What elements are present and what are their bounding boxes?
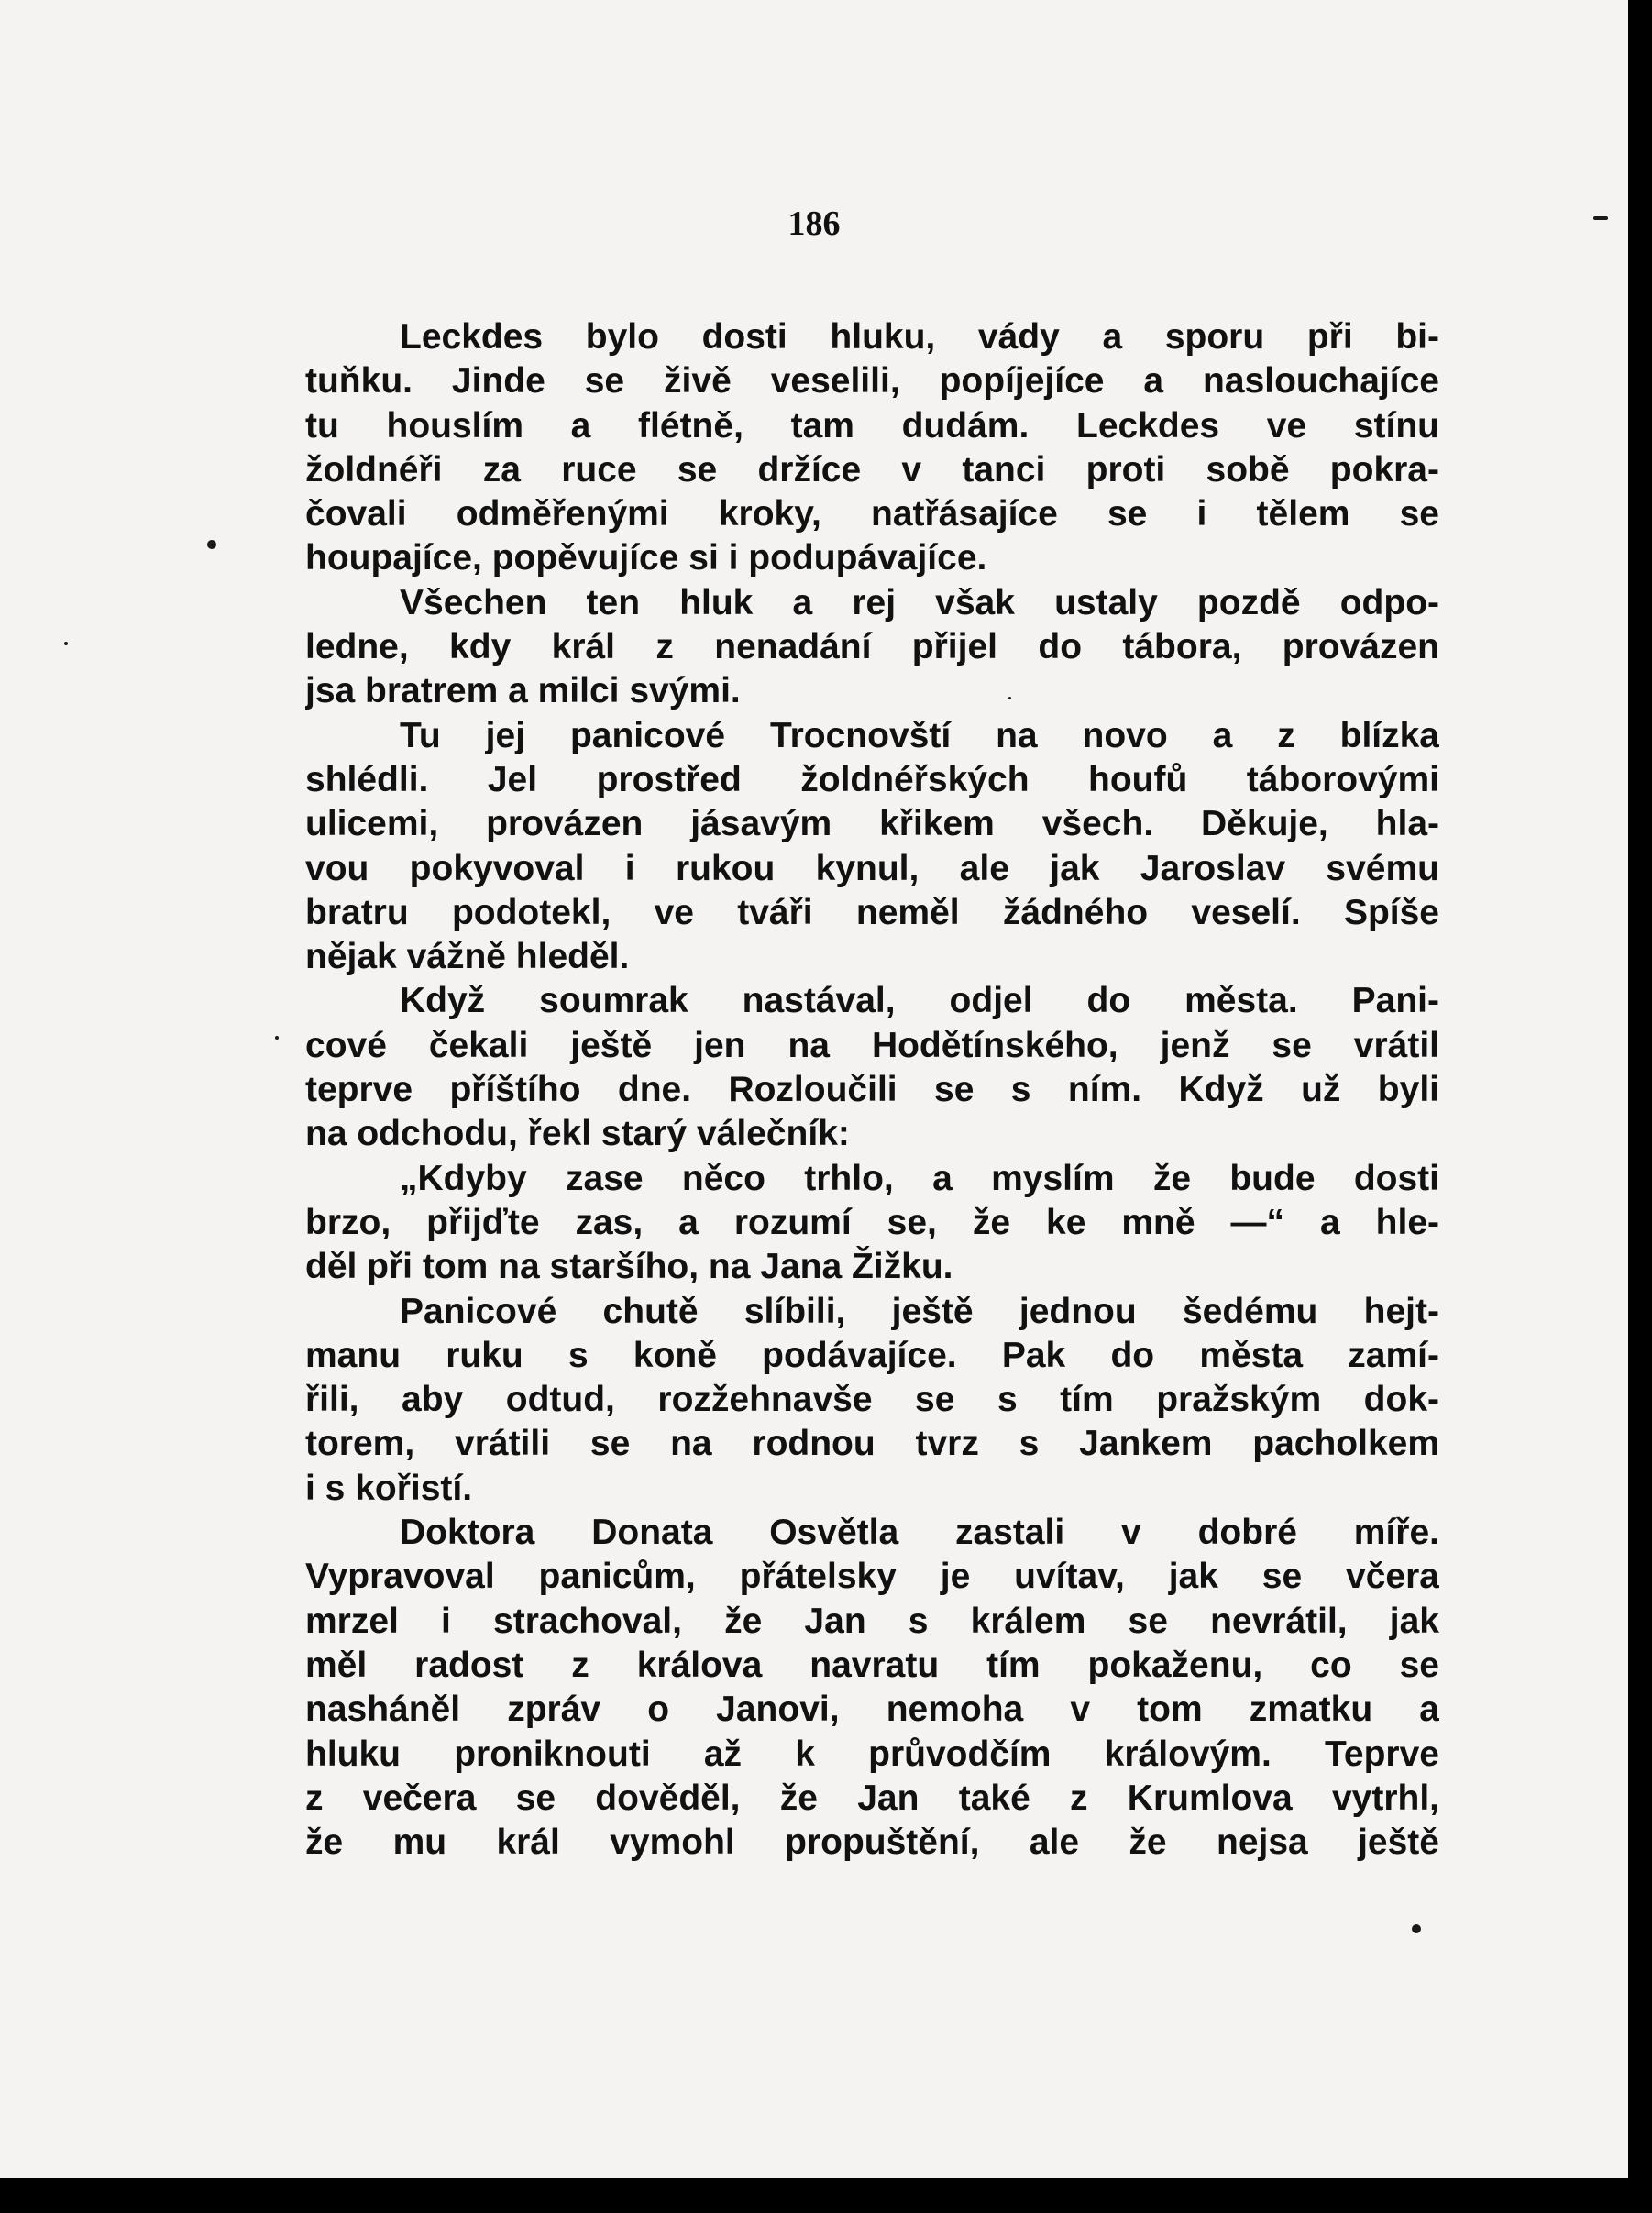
text-line: řili, aby odtud, rozžehnavše se s tím pražským dok- bbox=[305, 1380, 1439, 1420]
text-line: torem, vrátili se na rodnou tvrz s Jankem pacholkem bbox=[305, 1424, 1439, 1464]
text-line: Tu jej panicové Trocnovští na novo a z blízka bbox=[400, 715, 1439, 755]
scan-speck bbox=[275, 1036, 279, 1040]
text-line: Všechen ten hluk a rej však ustaly pozdě odpo- bbox=[400, 582, 1439, 622]
text-line: bratru podotekl, ve tváři neměl žádného veselí. Spíše bbox=[305, 892, 1439, 932]
text-line: vou pokyvoval i rukou kynul, ale jak Jaroslav svému bbox=[305, 848, 1439, 888]
text-line: teprve příštího dne. Rozloučili se s ním. Když už byli bbox=[305, 1070, 1439, 1110]
text-line: jsa bratrem a milci svými. bbox=[305, 671, 741, 711]
text-line: na odchodu, řekl starý válečník: bbox=[305, 1114, 850, 1154]
text-line: Doktora Donata Osvětla zastali v dobré míře. bbox=[400, 1513, 1439, 1553]
text-line: žoldnéři za ruce se držíce v tanci proti sobě pokra- bbox=[305, 449, 1439, 490]
text-line: mrzel i strachoval, že Jan s králem se nevrátil, jak bbox=[305, 1601, 1439, 1641]
text-line: brzo, přijďte zas, a rozumí se, že ke mně —“ a hle- bbox=[305, 1202, 1439, 1242]
scan-speck bbox=[207, 540, 216, 549]
text-line: manu ruku s koně podávajíce. Pak do města zamí- bbox=[305, 1335, 1439, 1375]
page-number: 186 bbox=[787, 204, 841, 243]
text-line: děl při tom na staršího, na Jana Žižku. bbox=[305, 1247, 953, 1287]
text-line: „Kdyby zase něco trhlo, a myslím že bude dosti bbox=[400, 1158, 1439, 1198]
text-line: houpajíce, popěvujíce si i podupávajíce. bbox=[305, 538, 987, 578]
scan-speck bbox=[1412, 1924, 1421, 1933]
text-line: měl radost z králova navratu tím pokaženu, co se bbox=[305, 1645, 1439, 1685]
text-line: ledne, kdy král z nenadání přijel do tábora, provázen bbox=[305, 627, 1439, 667]
text-line: i s kořistí. bbox=[305, 1468, 473, 1508]
text-line: tuňku. Jinde se živě veselili, popíjejíce a naslouchajíce bbox=[305, 361, 1439, 402]
text-line: nějak vážně hleděl. bbox=[305, 937, 630, 977]
text-line: Vypravoval panicům, přátelsky je uvítav, jak se včera bbox=[305, 1557, 1439, 1597]
text-line: z večera se dověděl, že Jan také z Krumlova vytrhl, bbox=[305, 1778, 1439, 1818]
text-line: Leckdes bylo dosti hluku, vády a sporu při bi- bbox=[400, 317, 1439, 357]
text-line: Když soumrak nastával, odjel do města. Pani- bbox=[400, 981, 1439, 1021]
text-line: čovali odměřenými kroky, natřásajíce se i tělem se bbox=[305, 494, 1439, 534]
scan-speck bbox=[64, 642, 68, 645]
text-line: ulicemi, provázen jásavým křikem všech. Děkuje, hla- bbox=[305, 804, 1439, 844]
body-text bbox=[305, 315, 1439, 1865]
text-line: shlédli. Jel prostřed žoldnéřských houfů táborovými bbox=[305, 759, 1439, 799]
text-line: cové čekali ještě jen na Hodětínského, jenž se vrátil bbox=[305, 1025, 1439, 1065]
text-line: Panicové chutě slíbili, ještě jednou šedému hejt- bbox=[400, 1291, 1439, 1331]
scan-speck bbox=[1593, 216, 1608, 220]
scan-speck bbox=[1008, 697, 1011, 699]
text-line: nasháněl zpráv o Janovi, nemoha v tom zmatku a bbox=[305, 1690, 1439, 1730]
text-line: že mu král vymohl propuštění, ale že nejsa ještě bbox=[305, 1822, 1439, 1863]
text-line: tu houslím a flétně, tam dudám. Leckdes ve stínu bbox=[305, 405, 1439, 446]
text-line: hluku proniknouti až k průvodčím královým. Teprve bbox=[305, 1734, 1439, 1774]
